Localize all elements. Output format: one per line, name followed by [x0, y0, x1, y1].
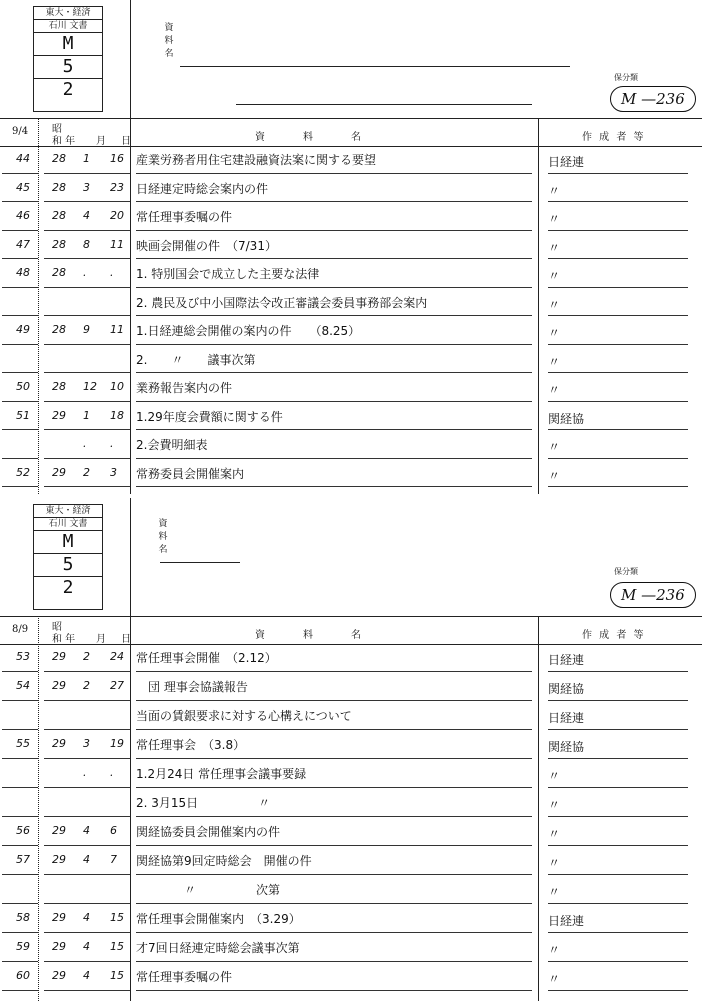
table-row: [0, 735, 702, 764]
record-month: 3: [83, 737, 90, 750]
record-day: 27: [110, 679, 124, 692]
record-year: 29: [52, 679, 66, 692]
record-no: 57: [16, 853, 30, 866]
code-caption: 保分類: [614, 73, 638, 82]
record-author: 〃: [548, 856, 561, 870]
record-author: 関経協: [548, 411, 585, 426]
record-day: 15: [110, 969, 124, 982]
header-year: 和 年: [52, 136, 76, 147]
record-author: 〃: [548, 972, 561, 986]
record-month: .: [83, 437, 87, 450]
record-no: 50: [16, 380, 30, 393]
header-day: 日: [121, 634, 131, 645]
record-no: 56: [16, 824, 30, 837]
header-month: 月: [96, 634, 106, 645]
table-row: [0, 909, 702, 938]
record-title: 当面の賃銀要求に対する心構えについて: [136, 709, 352, 723]
record-title: 2.会費明細表: [136, 438, 208, 452]
record-no: 58: [16, 911, 30, 924]
record-title: 映画会開催の件 （7/31）: [136, 238, 277, 253]
table-row: [0, 706, 702, 735]
record-title: 産業労務者用住宅建設融資法案に関する要望: [136, 153, 377, 167]
doc-label: 資 料 名: [158, 519, 168, 555]
record-author: 〃: [548, 885, 561, 899]
tag-line-1: 東大・経済: [34, 505, 102, 518]
record-author: 〃: [548, 468, 561, 483]
table-row: [0, 967, 702, 996]
record-month: 4: [83, 209, 90, 222]
record-author: 〃: [548, 240, 561, 255]
table-row: [0, 880, 702, 909]
tag-line-2: 石川 文書: [34, 518, 102, 531]
record-author: 〃: [548, 269, 561, 283]
header-author: 作 成 者 等: [582, 630, 646, 641]
record-title: 常務委員会開催案内: [136, 466, 245, 481]
record-month: 3: [83, 180, 90, 194]
record-year: 28: [52, 237, 66, 251]
tag-letter: M: [34, 33, 102, 56]
record-month: 1: [83, 408, 90, 422]
record-no: 52: [16, 465, 30, 479]
record-no: 47: [16, 237, 30, 251]
index-sheet-1: [0, 0, 702, 500]
record-title: 2. 農民及び中小国際法令改正審議会委員事務部会案内: [136, 295, 428, 310]
record-day: .: [110, 266, 114, 279]
index-sheet-2: [0, 498, 702, 1001]
record-day: 11: [110, 237, 124, 251]
code-caption: 保分類: [614, 567, 638, 576]
table-row: [0, 677, 702, 706]
record-year: 29: [52, 650, 66, 663]
record-author: 関経協: [548, 682, 585, 696]
record-month: 2: [83, 679, 90, 692]
record-year: 29: [52, 853, 66, 866]
record-author: 〃: [548, 769, 561, 783]
record-author: 〃: [548, 943, 561, 957]
record-day: 10: [110, 380, 124, 393]
record-year: 29: [52, 465, 66, 479]
record-title: 1.2月24日 常任理事会議事要録: [136, 767, 307, 781]
record-day: 18: [110, 408, 124, 422]
table-row: [0, 938, 702, 967]
table-row: [0, 293, 702, 322]
record-month: 8: [83, 237, 90, 251]
header-day: 日: [121, 136, 131, 147]
record-title: 関経協委員会開催案内の件: [136, 825, 281, 839]
record-author: 〃: [548, 297, 561, 312]
tag-digit-2: 2: [62, 577, 74, 598]
record-year: 28: [52, 209, 66, 222]
record-author: 日経連: [548, 653, 585, 667]
tag-letter: M: [34, 531, 102, 554]
table-row: [0, 822, 702, 851]
header-era: 昭: [52, 124, 62, 135]
record-day: 23: [110, 180, 124, 194]
table-row: [0, 648, 702, 677]
table-row: [0, 321, 702, 350]
record-title: 〃 次第: [136, 883, 281, 897]
record-author: 〃: [548, 212, 561, 226]
header-author: 作 成 者 等: [582, 132, 646, 143]
record-title: 日経連定時総会案内の件: [136, 181, 269, 196]
table-row: [0, 236, 702, 265]
record-author: 関経協: [548, 740, 585, 754]
record-title: 関経協第9回定時総会 開催の件: [136, 854, 312, 868]
record-title: 1.日経連総会開催の案内の件 （8.25）: [136, 324, 361, 338]
record-year: 29: [52, 969, 66, 982]
record-author: 〃: [548, 383, 561, 397]
table-row: [0, 179, 702, 208]
tag-digit-2: 2: [62, 79, 74, 100]
table-row: [0, 851, 702, 880]
doc-label: 資 料 名: [164, 23, 174, 59]
record-year: 28: [52, 266, 66, 279]
record-author: 〃: [548, 354, 561, 369]
record-no: 60: [16, 969, 30, 982]
record-author: 日経連: [548, 711, 585, 725]
record-year: 28: [52, 323, 66, 336]
record-title: 団 理事会協議報告: [136, 680, 248, 694]
record-title: 常任理事会開催案内 （3.29）: [136, 912, 301, 926]
record-no: 49: [16, 323, 30, 336]
record-author: 〃: [548, 798, 561, 812]
table-row: [0, 435, 702, 464]
record-day: .: [110, 766, 114, 779]
tag-digit-1: 5: [34, 554, 102, 577]
record-title: 2. 3月15日 〃: [136, 796, 271, 810]
record-month: .: [83, 266, 87, 279]
record-title: 才7回日経連定時総会議事次第: [136, 941, 300, 955]
record-title: 常任理事委嘱の件: [136, 970, 233, 984]
record-month: 12: [83, 380, 97, 393]
record-author: 〃: [548, 440, 561, 454]
record-year: 28: [52, 380, 66, 393]
table-row: [0, 464, 702, 493]
record-author: 〃: [548, 183, 561, 198]
header-year: 和 年: [52, 634, 76, 645]
record-day: 24: [110, 650, 124, 663]
record-year: 29: [52, 408, 66, 422]
record-no: 55: [16, 737, 30, 750]
record-month: 4: [83, 824, 90, 837]
record-month: 4: [83, 911, 90, 924]
header-title: 資 料 名: [255, 132, 367, 143]
record-day: 11: [110, 323, 124, 336]
record-day: .: [110, 437, 114, 450]
record-day: 6: [110, 824, 117, 837]
record-author: 日経連: [548, 155, 585, 169]
record-year: 28: [52, 152, 66, 165]
record-no: 45: [16, 180, 30, 194]
table-row: [0, 764, 702, 793]
record-no: 44: [16, 152, 30, 165]
record-month: 2: [83, 465, 90, 479]
table-row: [0, 407, 702, 436]
record-no: 54: [16, 679, 30, 692]
record-no: 46: [16, 209, 30, 222]
table-row: [0, 793, 702, 822]
record-author: 日経連: [548, 914, 585, 928]
record-no: 48: [16, 266, 30, 279]
record-month: 9: [83, 323, 90, 336]
record-day: 19: [110, 737, 124, 750]
record-day: 16: [110, 152, 124, 165]
record-year: 29: [52, 911, 66, 924]
record-title: 2. 〃 議事次第: [136, 352, 256, 367]
table-row: [0, 150, 702, 179]
record-month: 4: [83, 853, 90, 866]
record-year: 29: [52, 824, 66, 837]
record-month: 4: [83, 969, 90, 982]
header-month: 月: [96, 136, 106, 147]
record-day: 20: [110, 209, 124, 222]
record-title: 業務報告案内の件: [136, 381, 233, 395]
header-title: 資 料 名: [255, 630, 367, 641]
record-month: 2: [83, 650, 90, 663]
record-month: .: [83, 766, 87, 779]
record-no: 59: [16, 940, 30, 953]
record-title: 常任理事会開催 （2.12）: [136, 651, 277, 665]
record-day: 3: [110, 465, 117, 479]
record-title: 常任理事委嘱の件: [136, 210, 233, 224]
header-no: 8/9: [12, 624, 29, 635]
classification-code: M —236: [610, 86, 696, 112]
record-title: 1. 特別国会で成立した主要な法律: [136, 267, 320, 281]
record-title: 常任理事会 （3.8）: [136, 738, 246, 752]
record-day: 7: [110, 853, 117, 866]
tag-digit-1: 5: [34, 56, 102, 79]
header-era: 昭: [52, 622, 62, 633]
table-row: [0, 207, 702, 236]
header-no: 9/4: [12, 126, 29, 137]
record-author: 〃: [548, 827, 561, 841]
record-month: 1: [83, 152, 90, 165]
record-no: 53: [16, 650, 30, 663]
record-year: 29: [52, 940, 66, 953]
record-year: 29: [52, 737, 66, 750]
record-author: 〃: [548, 326, 561, 340]
record-title: 1.29年度会費額に関する件: [136, 409, 283, 424]
tag-line-2: 石川 文書: [34, 20, 102, 33]
table-row: [0, 264, 702, 293]
record-month: 4: [83, 940, 90, 953]
archive-tag: [33, 6, 103, 112]
record-year: 28: [52, 180, 66, 194]
classification-code: M —236: [610, 582, 696, 608]
table-row: [0, 378, 702, 407]
tag-line-1: 東大・経済: [34, 7, 102, 20]
record-day: 15: [110, 911, 124, 924]
record-day: 15: [110, 940, 124, 953]
record-no: 51: [16, 408, 30, 422]
archive-tag: [33, 504, 103, 610]
table-row: [0, 350, 702, 379]
